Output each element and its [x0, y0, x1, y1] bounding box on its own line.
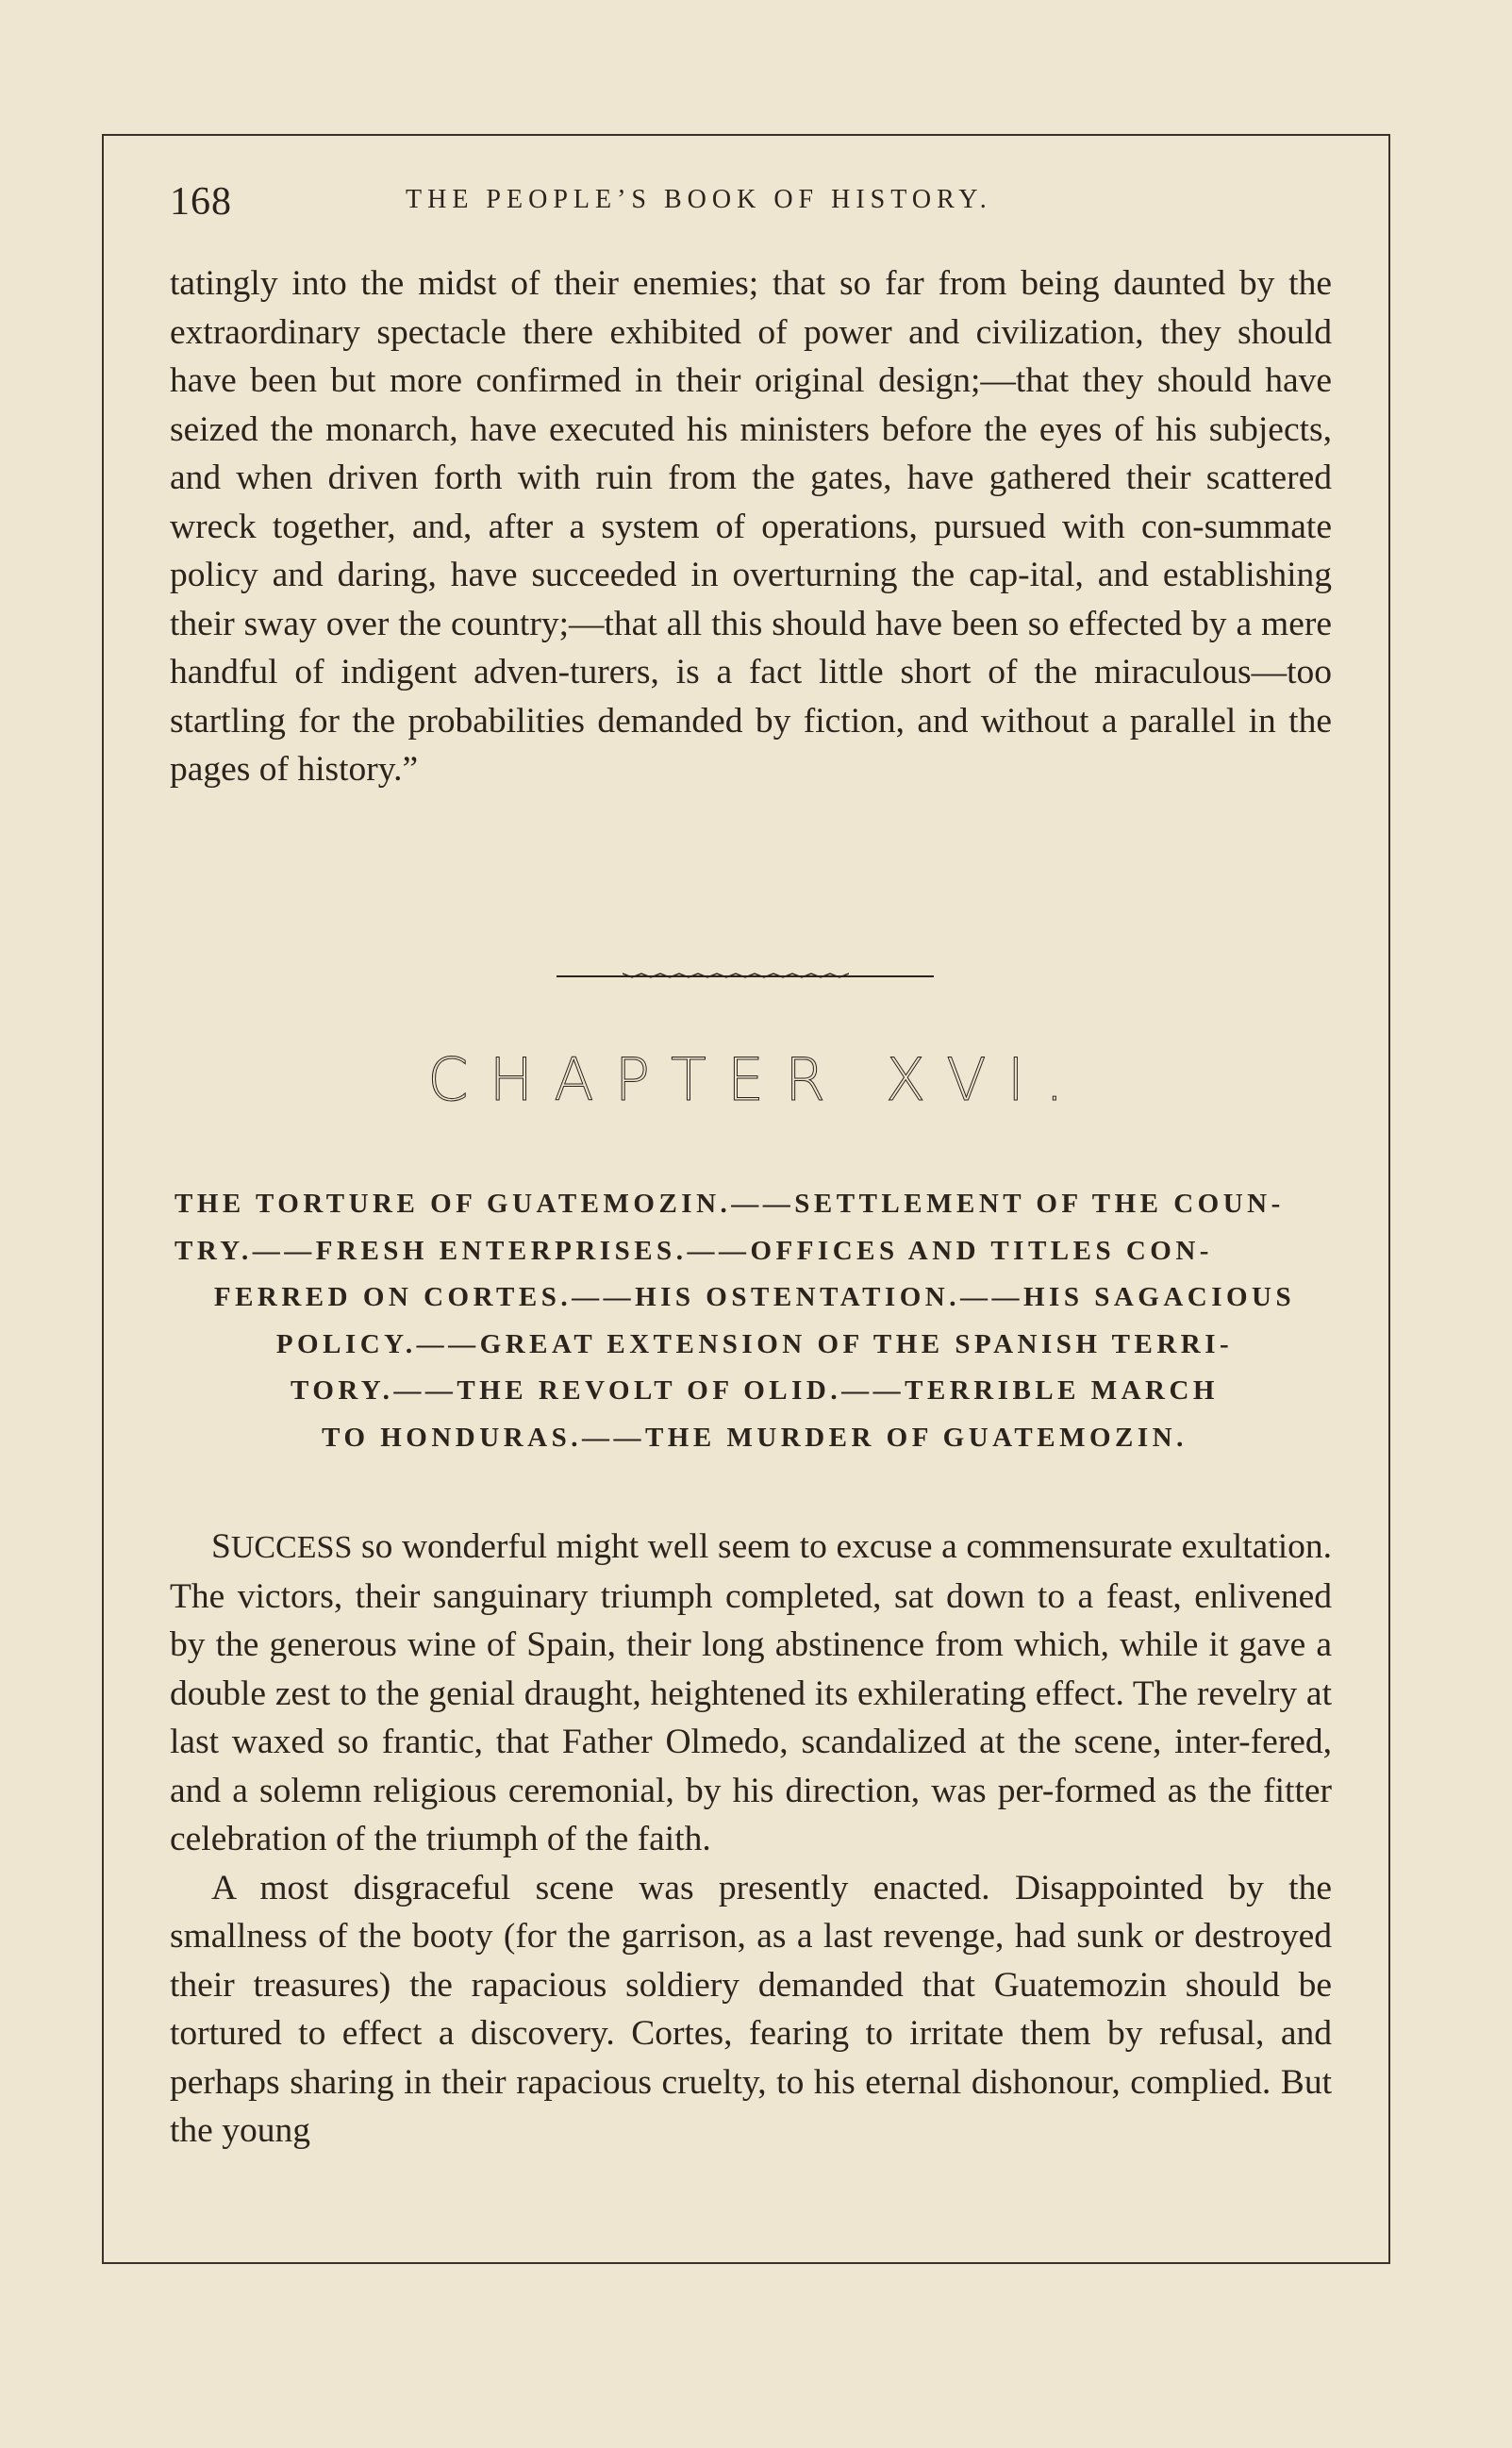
synopsis-line: TORY.——THE REVOLT OF OLID.——TERRIBLE MARCH	[291, 1375, 1219, 1406]
initial-cap: S	[211, 1527, 231, 1566]
divider-ornament-icon	[623, 969, 849, 978]
synopsis-line: TRY.——FRESH ENTERPRISES.——OFFICES AND TITLES CON-	[174, 1235, 1213, 1266]
text-block-top	[170, 259, 1332, 794]
chapter-title: CHAPTER XVI.	[427, 1045, 1085, 1114]
synopsis-line: TO HONDURAS.——THE MURDER OF GUATEMOZIN.	[322, 1422, 1188, 1453]
synopsis-line: FERRED ON CORTES.——HIS OSTENTATION.——HIS SAGACIOUS	[213, 1282, 1296, 1312]
synopsis-line: POLICY.——GREAT EXTENSION OF THE SPANISH TERRI-	[275, 1328, 1234, 1359]
opening-word-rest: UCCESS	[230, 1530, 353, 1565]
page-number: 168	[170, 180, 232, 224]
paragraph: A most disgraceful scene was presently enacted. Disappointed by the smallness of the booty (for the garrison, as a last revenge, had sunk or destroyed their treasures) the rapacious soldiery demanded that Guatemozin should be tortured to effect a discovery. Cortes, fearing to irritate them by refusal, and perhaps sharing in their rapacious cruelty, to his eternal dishonour, complied. But the young	[170, 1868, 1332, 2150]
paragraph-opening	[170, 1523, 1332, 1864]
section-divider	[557, 974, 934, 978]
synopsis-line: THE TORTURE OF GUATEMOZIN.——SETTLEMENT OF THE COUN-	[174, 1189, 1285, 1219]
paragraph-continued: tatingly into the midst of their enemies; that so far from being daunted by the extraordinary spectacle there exhibited of power and civilization, they should have been but more confirmed in their original design;—that they should have seized the monarch, have executed his ministers before the eyes of his subjects, and when driven forth with ruin from the gates, have gathered their scattered wreck together, and, after a system of operations, pursued with con-summate policy and daring, have succeeded in overturning the cap-ital, and establishing their sway over the country;—that all this should have been so effected by a mere handful of indigent adven-turers, is a fact little short of the miraculous—too startling for the probabilities demanded by fiction, and without a parallel in the pages of history.”	[170, 264, 1332, 789]
running-title: THE PEOPLE’S BOOK OF HISTORY.	[406, 185, 992, 214]
paragraph-text: so wonderful might well seem to excuse a commensurate exultation. The victors, their sanguinary triumph completed, sat down to a feast, enlivened by the generous wine of Spain, their long abstinence from which, while it gave a double zest to the genial draught, heightened its exhilerating effect. The revelry at last waxed so frantic, that Father Olmedo, scandalized at the scene, inter-fered, and a solemn religious ceremonial, by his direction, was per-formed as the fitter celebration of the triumph of the faith.	[170, 1527, 1332, 1858]
chapter-synopsis	[174, 1181, 1335, 1461]
page-header	[170, 179, 1330, 236]
text-block-bottom	[170, 1523, 1332, 2156]
